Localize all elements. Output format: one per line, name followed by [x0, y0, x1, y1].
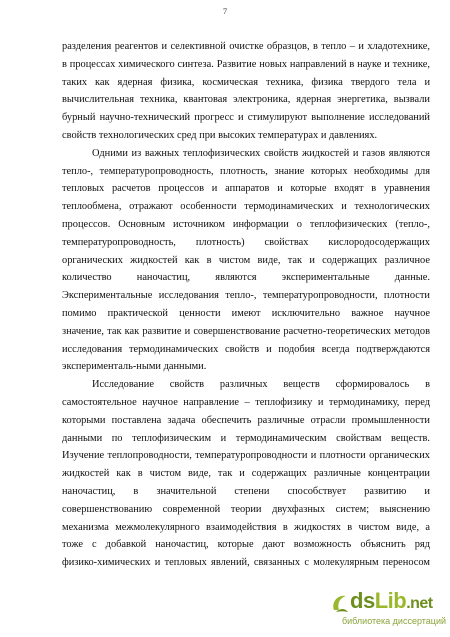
text-line: совершенствованию современной теории двухфазных систем; выяснению: [62, 503, 430, 515]
text-line: Одними из важных теплофизических свойств жидкостей и газов являются: [92, 147, 430, 159]
text-line: Изучение теплопроводности, температуропроводности и плотности органических: [62, 450, 430, 462]
logo-net: .net: [406, 595, 433, 612]
text-line: помимо практической ценности имеют исключительно важное научное: [62, 307, 430, 319]
logo-lib: Lib: [374, 588, 407, 613]
watermark-caption: библиотека диссертаций: [341, 616, 446, 626]
text-line: механизма межмолекулярного взаимодействия в жидкостях в чистом виде, а: [62, 521, 430, 533]
text-line: тепло-, температуропроводность, плотность, знание которых необходимы для: [62, 165, 430, 177]
text-line: самостоятельное научное направление – теплофизику и термодинамику, перед: [62, 396, 430, 408]
text-line: жидкостей как в чистом виде, так и содержащих различные концентрации: [62, 468, 430, 480]
logo-ds: ds: [350, 588, 375, 613]
text-line: Экспериментальные исследования тепло-, температуропроводности, плотности: [62, 290, 430, 302]
text-line: теплообмена, отражают особенности термодинамических и технологических: [62, 201, 430, 213]
text-line: разделения реагентов и селективной очистке образцов, в тепло – и хладотехнике,: [62, 41, 430, 52]
dslib-watermark: [330, 588, 446, 634]
text-line: в процессах химического синтеза. Развитие новых направлений в науке и технике,: [62, 58, 430, 70]
text-line: органических жидкостей как в чистом виде, так и содержащих различное: [62, 254, 430, 266]
text-line: Исследование свойств различных веществ сформировалось в: [92, 379, 430, 391]
dslib-logo-icon: [330, 590, 350, 616]
text-line: свойств технологических сред при высоких температурах и давлениях.: [62, 129, 378, 141]
text-line: данными по теплофизическим и термодинамическим свойствам веществ.: [62, 432, 430, 444]
text-line: бурный научно-технический прогресс и стимулируют выполнение исследований: [62, 112, 430, 124]
dslib-logo: [350, 588, 433, 614]
text-line: значение, так как развитие и совершенствование расчетно-теоретических методов: [62, 325, 430, 337]
text-line: эксперименталь-ными данными.: [62, 361, 207, 373]
text-line: процессов. Основным источником информации о теплофизических (тепло-,: [62, 218, 430, 230]
text-line: вычислительная техника, квантовая электроника, ядерная энергетика, вызвали: [62, 94, 430, 106]
text-line: температуропроводность, плотность) свойствах кислородосодержащих: [62, 236, 430, 248]
text-line: тепловых расчетов процессов и аппаратов и которые входят в уравнения: [62, 183, 430, 195]
text-line: физико-химических и тепловых явлений, связанных с молекулярным переносом: [62, 557, 430, 569]
page-number: 7: [222, 6, 228, 16]
text-line: таких как ядерная физика, космическая техника, физика твердого тела и: [62, 76, 430, 88]
text-line: наночастиц, в значительной степени способствует развитию и: [62, 485, 430, 497]
document-body: [62, 38, 430, 572]
text-line: исследования термодинамических свойств и подобия всегда подтверждаются: [62, 343, 430, 355]
text-line: тоже с добавкой наночастиц, которые дают возможность объяснить ряд: [62, 539, 430, 551]
text-line: которыми поставлена задача обеспечить различные отрасли промышленности: [62, 414, 430, 426]
text-line: количество наночастиц, являются экспериментальные данные.: [62, 272, 430, 284]
